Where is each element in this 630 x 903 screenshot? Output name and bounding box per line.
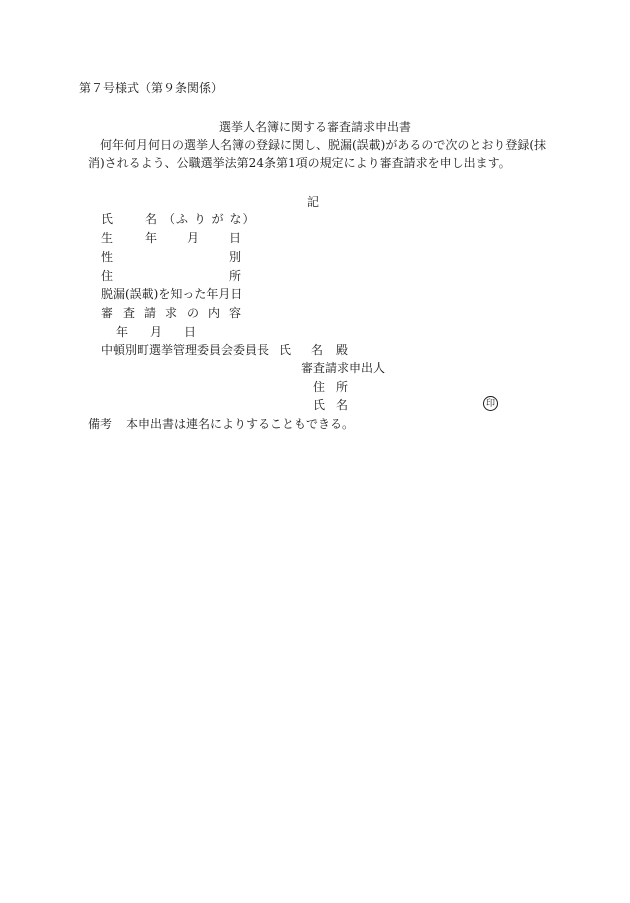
field-name-char-2: 名 — [145, 212, 158, 226]
field-name-kana: （ふ り が な） — [163, 212, 256, 226]
date-year: 年 — [116, 325, 129, 339]
date-day: 日 — [184, 325, 197, 339]
field-request-char-7: 容 — [229, 306, 242, 320]
field-birth-char-4: 日 — [229, 231, 242, 245]
remark-label: 備考 — [88, 417, 113, 431]
applicant-label: 審査請求申出人 — [301, 361, 386, 375]
applicant-address-char-1: 住 — [313, 380, 326, 394]
addressee-org: 中頓別町選挙管理委員会委員長 — [101, 343, 270, 357]
seal-mark: 印 — [483, 396, 498, 411]
field-omission-date: 脱漏(誤載)を知った年月日 — [101, 287, 243, 301]
form-number: 第７号様式（第９条関係） — [79, 81, 224, 95]
remark-text: 本申出書は連名によりすることもできる。 — [126, 417, 355, 431]
date-month: 月 — [150, 325, 163, 339]
field-birth-char-3: 月 — [187, 231, 200, 245]
field-name-char-1: 氏 — [101, 212, 114, 226]
field-request-char-2: 査 — [123, 306, 136, 320]
applicant-name-char-2: 名 — [336, 398, 349, 412]
field-birth-char-2: 年 — [145, 231, 158, 245]
ki-heading: 記 — [307, 195, 320, 209]
addressee-dono: 殿 — [336, 343, 349, 357]
field-request-char-4: 求 — [165, 306, 178, 320]
field-request-char-5: の — [187, 306, 200, 320]
field-birth-char-1: 生 — [101, 231, 114, 245]
document-title: 選挙人名簿に関する審査請求申出書 — [219, 120, 412, 134]
addressee-shi: 氏 — [279, 343, 292, 357]
field-sex-char-2: 別 — [229, 250, 242, 264]
field-address-char-1: 住 — [101, 269, 114, 283]
field-request-char-1: 審 — [101, 306, 114, 320]
body-line-2: 消)されるよう、公職選挙法第24条第1項の規定により審査請求を申し出ます。 — [88, 156, 511, 170]
field-address-char-2: 所 — [229, 269, 242, 283]
field-sex-char-1: 性 — [101, 250, 114, 264]
addressee-mei: 名 — [311, 343, 324, 357]
applicant-name-char-1: 氏 — [313, 398, 326, 412]
body-line-1: 何年何月何日の選挙人名簿の登録に関し、脱漏(誤載)があるので次のとおり登録(抹 — [100, 138, 547, 152]
field-request-char-6: 内 — [208, 306, 221, 320]
applicant-address-char-2: 所 — [336, 380, 349, 394]
field-request-char-3: 請 — [144, 306, 157, 320]
